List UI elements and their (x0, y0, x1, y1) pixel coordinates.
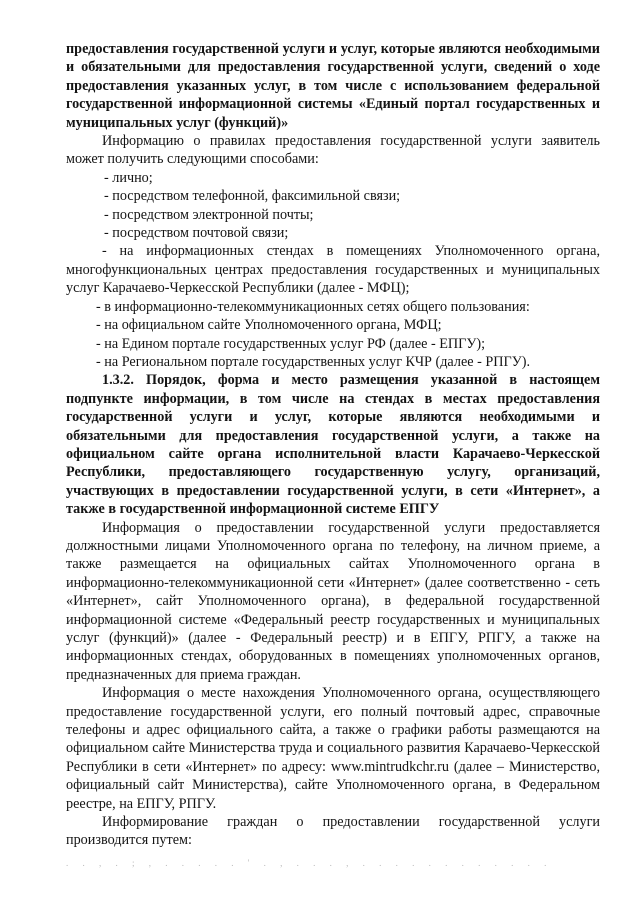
network-item-rpgu: - на Региональном портале государственных услуг КЧР (далее - РПГУ). (96, 353, 531, 370)
paragraph-info-provision: Информация о предоставлении государственной услуги предоставляется должностными лицами Уполномоченного органа по телефону, на личном приеме, а также размещается на официальных сайтах Уполномоченного органа в информационно-телекоммуникационной сети «Интернет» (далее соответственно - сеть «Интернет», сайт Уполномоченного органа), в федеральной государственной информационной системе «Федеральный реестр государственных и муниципальных услуг (функций)» (далее - Федеральный реестр) и в ЕПГУ, РПГУ, а также на информационных стендах, оборудованных в помещениях уполномоченных органов, предназначенных для приема граждан. (66, 519, 600, 683)
way-item-post: - посредством почтовой связи; (104, 225, 289, 242)
network-item-epgu: - на Едином портале государственных услуг РФ (далее - ЕПГУ); (96, 335, 486, 352)
section-heading: 1.3.2. Порядок, форма и место размещения указанной в настоящем подпункте информации, в том числе на стендах в местах предоставления государственной услуги и услуг, которые являются необходимыми и обязательными для предоставления государственной услуги, а также на официальном сайте органа исполнительной власти Карачаево-Черкесской Республики, предоставляющего государственную услугу, организаций, участвующих в предоставлении государственной услуги, в сети «Интернет», а также в государственной информационной системе ЕПГУ (66, 372, 600, 518)
info-ways-intro: Информацию о правилах предоставления государственной услуги заявитель может получить следующими способами: (66, 133, 600, 168)
way-item-stands: - на информационных стендах в помещениях Уполномоченного органа, многофункциональных центрах предоставления государственных и муниципальных услуг Карачаево-Черкесской Республики (далее - МФЦ); (66, 243, 600, 297)
paragraph-location-info: Информация о месте нахождения Уполномоченного органа, осуществляющего предоставление государственной услуги, его полный почтовый адрес, справочные телефоны и адрес официального сайта, а также о графики работы размещаются на официальном сайте Министерства труда и социального развития Карачаево-Черкесской Республики в сети «Интернет» по адресу: www.mintrudkchr.ru (далее – Министерство, официальный сайт Министерства), сайте Уполномоченного органа, в Федеральном реестре, на ЕПГУ, РПГУ. (66, 685, 600, 812)
paragraph-informing-methods: Информирование граждан о предоставлении государственной услуги производится путем: (66, 814, 600, 849)
document-page (66, 40, 600, 850)
network-item-official-site: - на официальном сайте Уполномоченного органа, МФЦ; (96, 317, 442, 334)
scan-artifact: . . , . ; , . . . . . ' . , . . . , . . . . . . . . . . . . (66, 858, 553, 868)
way-item-phone-fax: - посредством телефонной, факсимильной связи; (104, 188, 401, 205)
way-item-in-person: - лично; (104, 169, 153, 186)
intro-bold-paragraph: предоставления государственной услуги и услуг, которые являются необходимыми и обязательными для предоставления государственной услуги, сведений о ходе предоставления указанных услуг, в том числе с использованием федеральной государственной информационной системы «Единый портал государственных и муниципальных услуг (функций)» (66, 41, 600, 131)
way-item-email: - посредством электронной почты; (104, 206, 314, 223)
network-item-general: - в информационно-телекоммуникационных сетях общего пользования: (96, 298, 530, 315)
